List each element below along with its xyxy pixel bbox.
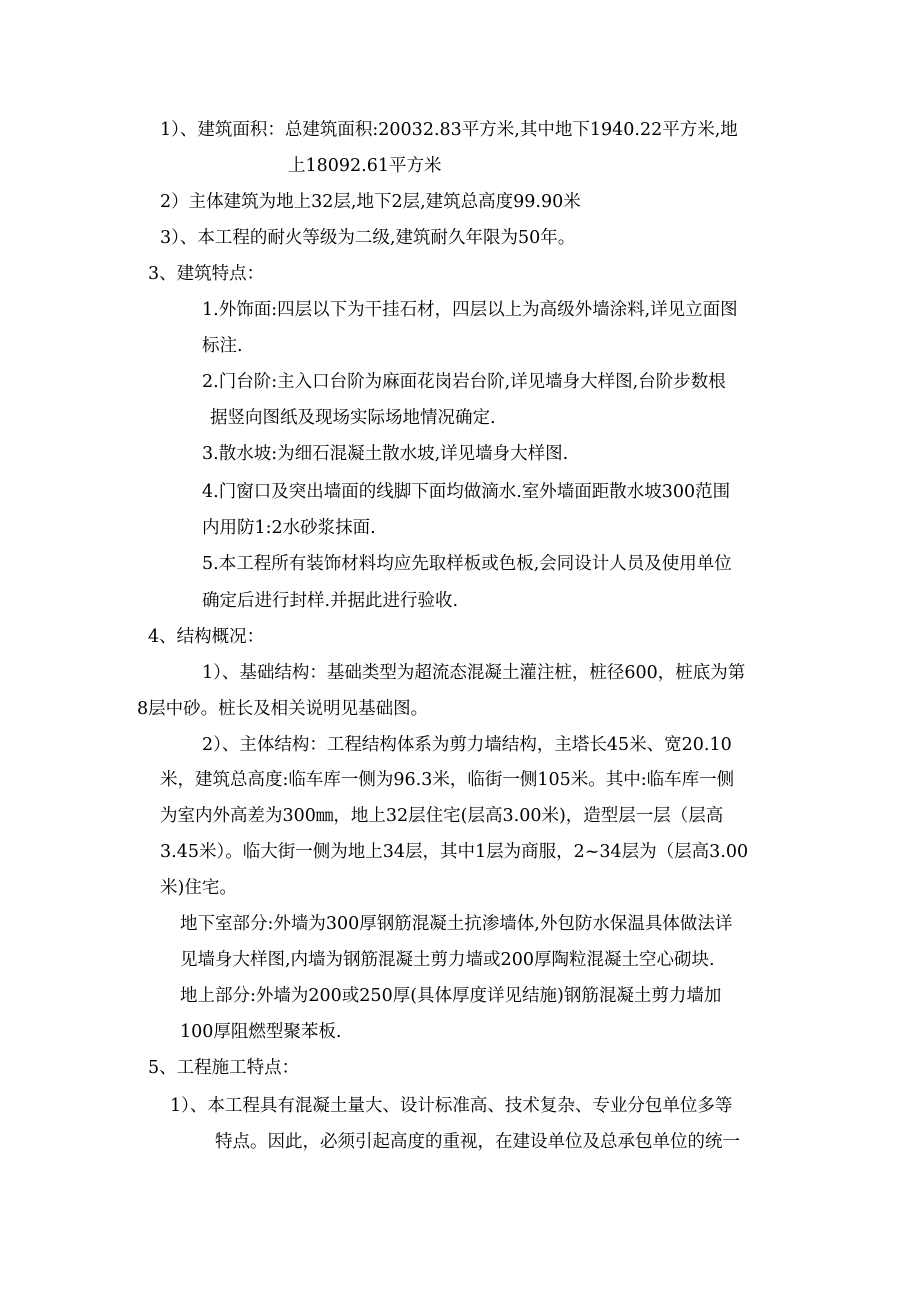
section-3-item-3: 3.散水坡:为细石混凝土散水坡,详见墙身大样图.	[202, 444, 569, 464]
main-structure-line-1: 2）、主体结构：工程结构体系为剪力墙结构，主塔长45米、宽20.10	[202, 735, 732, 755]
main-building-line: 2）主体建筑为地上32层,地下2层,建筑总高度99.90米	[160, 192, 581, 212]
section-3-item-1-line-2: 标注.	[202, 336, 243, 356]
section-3-item-5-line-2: 确定后进行封样.并据此进行验收.	[202, 591, 459, 611]
section-5-item-1-line-1: 1）、本工程具有混凝土量大、设计标准高、技术复杂、专业分包单位多等	[170, 1096, 733, 1116]
fire-rating-line: 3）、本工程的耐火等级为二级,建筑耐久年限为50年。	[160, 228, 576, 248]
basement-line-2: 见墙身大样图,内墙为钢筋混凝土剪力墙或200厚陶粒混凝土空心砌块.	[180, 950, 715, 970]
section-3-item-4-line-2: 内用防1:2水砂浆抹面.	[202, 518, 376, 538]
building-area-line-1: 1）、建筑面积：总建筑面积:20032.83平方米,其中地下1940.22平方米,地	[160, 120, 738, 140]
section-3-item-1-line-1: 1.外饰面:四层以下为干挂石材，四层以上为高级外墙涂料,详见立面图	[202, 300, 738, 320]
above-ground-line-2: 100厚阻燃型聚苯板.	[180, 1022, 342, 1042]
section-3-heading: 3、建筑特点：	[148, 264, 265, 284]
foundation-line-2: 8层中砂。桩长及相关说明见基础图。	[137, 699, 429, 719]
above-ground-line-1: 地上部分:外墙为200或250厚(具体厚度详见结施)钢筋混凝土剪力墙加	[180, 986, 722, 1006]
section-3-item-5-line-1: 5.本工程所有装饰材料均应先取样板或色板,会同设计人员及使用单位	[202, 554, 732, 574]
main-structure-line-5: 米)住宅。	[160, 878, 237, 898]
section-3-item-2-line-2: 据竖向图纸及现场实际场地情况确定.	[210, 408, 496, 428]
building-area-line-2: 上18092.61平方米	[288, 156, 442, 176]
section-3-item-2-line-1: 2.门台阶:主入口台阶为麻面花岗岩台阶,详见墙身大样图,台阶步数根	[202, 372, 726, 392]
section-3-item-4-line-1: 4.门窗口及突出墙面的线脚下面均做滴水.室外墙面距散水坡300范围	[202, 482, 731, 502]
foundation-line-1: 1）、基础结构：基础类型为超流态混凝土灌注桩，桩径600，桩底为第	[202, 663, 746, 683]
section-4-heading: 4、结构概况：	[148, 627, 265, 647]
main-structure-line-4: 3.45米）。临大街一侧为地上34层，其中1层为商服，2~34层为（层高3.00	[160, 842, 749, 862]
section-5-heading: 5、工程施工特点：	[148, 1058, 300, 1078]
basement-line-1: 地下室部分:外墙为300厚钢筋混凝土抗渗墙体,外包防水保温具体做法详	[180, 914, 733, 934]
main-structure-line-3: 为室内外高差为300㎜，地上32层住宅(层高3.00米)，造型层一层（层高	[160, 806, 724, 826]
main-structure-line-2: 米，建筑总高度:临车库一侧为96.3米，临街一侧105米。其中:临车库一侧	[160, 770, 735, 790]
section-5-item-1-line-2: 特点。因此，必须引起高度的重视，在建设单位及总承包单位的统一	[215, 1132, 740, 1152]
